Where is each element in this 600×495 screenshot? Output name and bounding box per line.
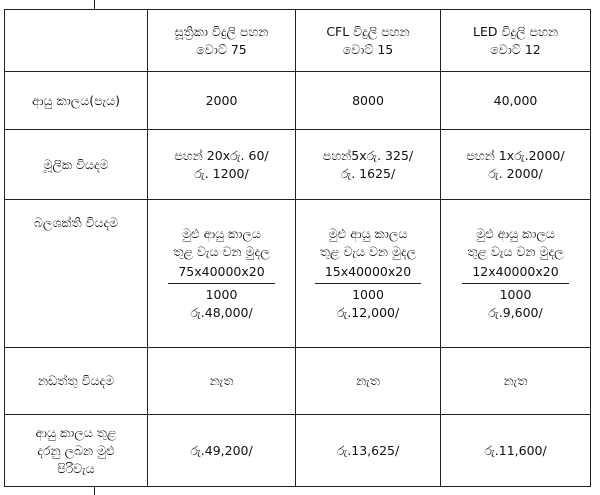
- initial-cost-led-calc: පහන් 1xරු.2000/: [466, 147, 565, 163]
- header-led: [441, 10, 591, 72]
- header-incandescent-watt: වොට් 75: [196, 41, 247, 57]
- energy-incandescent-denominator: 1000: [205, 287, 238, 302]
- energy-cfl-result: රු.12,000/: [336, 305, 400, 320]
- header-row: [5, 10, 591, 72]
- initial-cost-cfl: [296, 130, 441, 200]
- header-cfl-watt: වොට් 15: [342, 41, 394, 57]
- initial-cost-incandescent: [148, 130, 296, 200]
- energy-cfl-line1: මුළු ආයු කාලය: [328, 226, 408, 241]
- energy-led-line2: තුළ වැය වන මුදල: [467, 244, 564, 259]
- header-incandescent-name: සූත්‍රිකා විදුලි පහන: [174, 23, 269, 39]
- energy-cost-cfl: [296, 200, 441, 348]
- initial-cost-incandescent-calc: පහන් 20xරු. 60/: [174, 147, 269, 163]
- energy-led-result: රු.9,600/: [488, 305, 543, 320]
- energy-led-numerator: 12x40000x20: [462, 263, 568, 284]
- initial-cost-incandescent-total: රු. 1200/: [194, 165, 249, 181]
- header-corner-cell: [5, 10, 148, 72]
- total-cost-led: රු.11,600/: [441, 415, 591, 487]
- margin-tick-bottom: [94, 486, 95, 495]
- energy-incandescent-line2: තුළ වැය වන මුදල: [173, 244, 270, 259]
- lifetime-led: 40,000: [441, 72, 591, 130]
- energy-cost-label: බලශක්ති වියදම: [5, 200, 148, 348]
- energy-incandescent-numerator: 75x40000x20: [168, 263, 274, 284]
- lifetime-cfl: 8000: [296, 72, 441, 130]
- initial-cost-cfl-calc: පහන්5xරු. 325/: [322, 147, 414, 163]
- total-cost-cfl: රු.13,625/: [296, 415, 441, 487]
- lifetime-incandescent: 2000: [148, 72, 296, 130]
- lifetime-row: [5, 72, 591, 130]
- total-label-line3: පිරිවැය: [57, 460, 95, 476]
- energy-led-line1: මුළු ආයු කාලය: [476, 226, 555, 241]
- maintenance-label: නඩත්තු වියදම: [5, 348, 148, 415]
- header-incandescent: [148, 10, 296, 72]
- initial-cost-led-total: රු. 2000/: [488, 165, 543, 181]
- energy-led-fraction: [462, 263, 568, 304]
- energy-cfl-fraction: [315, 263, 421, 304]
- energy-cfl-numerator: 15x40000x20: [315, 263, 421, 284]
- lamp-cost-comparison-table: [4, 9, 591, 487]
- energy-led-denominator: 1000: [499, 287, 532, 302]
- energy-incandescent-result: රු.48,000/: [190, 305, 253, 320]
- total-cost-row: [5, 415, 591, 487]
- maintenance-row: [5, 348, 591, 415]
- total-cost-incandescent: රු.49,200/: [148, 415, 296, 487]
- initial-cost-row: [5, 130, 591, 200]
- energy-cfl-denominator: 1000: [352, 287, 384, 302]
- maintenance-cfl: නැත: [296, 348, 441, 415]
- header-cfl: [296, 10, 441, 72]
- header-cfl-name: CFL විදුලි පහන: [326, 23, 410, 39]
- initial-cost-cfl-total: රු. 1625/: [340, 165, 396, 181]
- energy-incandescent-line1: මුළු ආයු කාලය: [182, 226, 261, 241]
- total-label-line1: ආයු කාලය තුළ: [35, 424, 117, 440]
- lifetime-label: ආයු කාලය(පැය): [5, 72, 148, 130]
- energy-cost-incandescent: [148, 200, 296, 348]
- initial-cost-label: මූලික වියදම: [5, 130, 148, 200]
- energy-incandescent-fraction: [168, 263, 274, 304]
- energy-cfl-line2: තුළ වැය වන මුදල: [319, 244, 417, 259]
- maintenance-led: නැත: [441, 348, 591, 415]
- header-led-name: LED විදුලි පහන: [473, 23, 558, 39]
- total-label-line2: දරනු ලබන මුළු: [37, 442, 115, 458]
- maintenance-incandescent: නැත: [148, 348, 296, 415]
- energy-cost-led: [441, 200, 591, 348]
- header-led-watt: වොට් 12: [490, 41, 541, 57]
- total-cost-label: [5, 415, 148, 487]
- margin-tick-top: [94, 0, 95, 9]
- initial-cost-led: [441, 130, 591, 200]
- energy-cost-row: [5, 200, 591, 348]
